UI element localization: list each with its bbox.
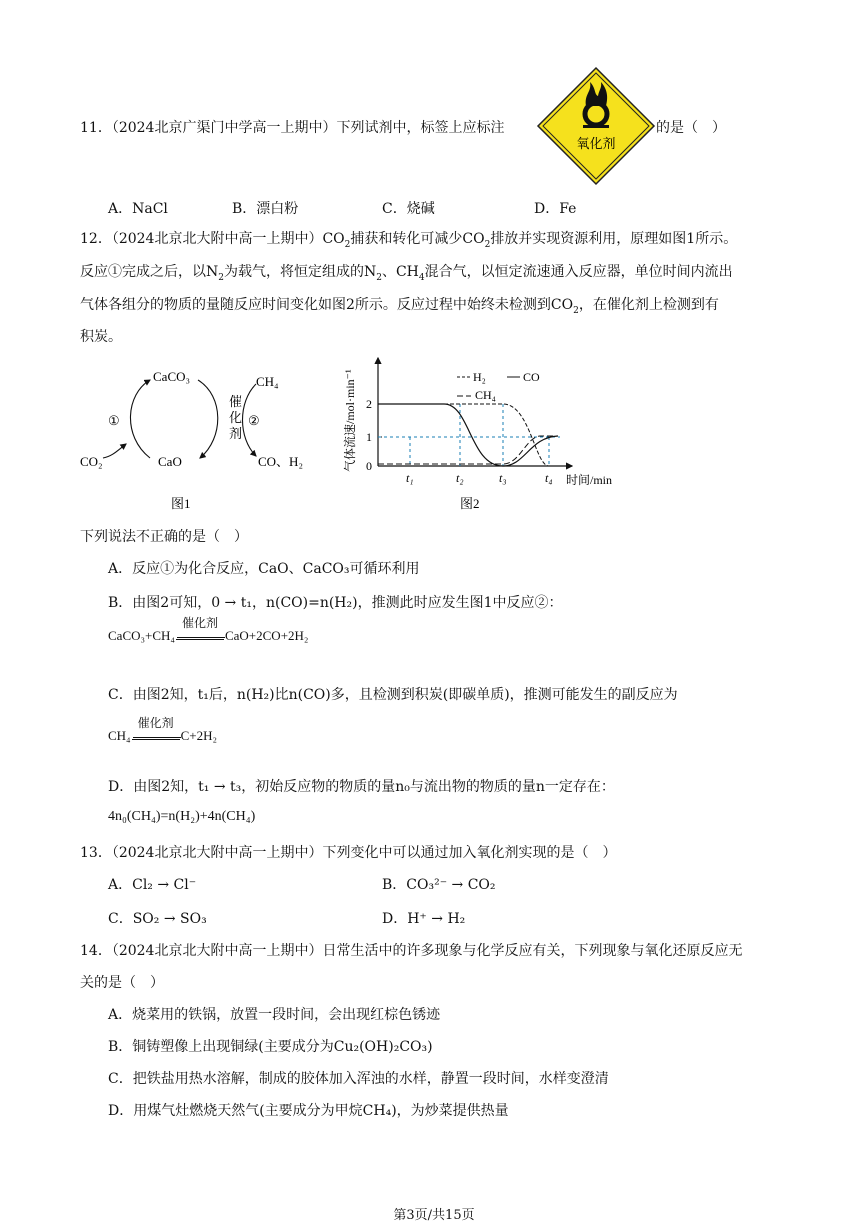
q11-option-c: C．烧碱	[382, 201, 435, 217]
figure-1	[78, 358, 328, 518]
label-text: 氧化剂	[576, 136, 616, 151]
ch4-label: CH₄	[256, 374, 279, 389]
q12-option-d: D．由图2知，t₁ → t₃，初始反应物的物质的量n₀与流出物的物质的量n一定存在：	[108, 779, 615, 795]
q11-option-a: A．NaCl	[108, 201, 168, 217]
q13-option-c: C．SO₂ → SO₃	[108, 911, 207, 927]
legend-ch4: CH₄	[475, 388, 496, 402]
q12-prompt: 下列说法不正确的是（ ）	[80, 529, 248, 545]
q12-option-a: A．反应①为化合反应，CaO、CaCO₃可循环利用	[108, 561, 420, 577]
xtick-t3: t₃	[499, 471, 507, 485]
q13-option-a: A．Cl₂ → Cl⁻	[108, 877, 197, 893]
cao-label: CaO	[158, 454, 182, 469]
q13-option-b: B．CO₃²⁻ → CO₂	[382, 877, 496, 893]
ytick-2: 2	[366, 397, 372, 411]
ytick-1: 1	[366, 430, 372, 444]
q13-stem: 13．（2024北京北大附中高一上期中）下列变化中可以通过加入氧化剂实现的是（ ）	[80, 845, 617, 861]
co2-arrow	[103, 444, 126, 458]
guide-lines	[378, 404, 560, 466]
catalyst-char-2: 化	[229, 410, 243, 425]
figure-2	[340, 352, 630, 520]
caco3-label: CaCO₃	[153, 369, 191, 384]
q12-line1: 12．（2024北京北大附中高一上期中）$CO_2$捕获和转化可减少$CO_2$排放并实现资源利用，原理如图1所示。	[80, 231, 738, 250]
q12-option-c-equation: CH₄ 催化剂 C+2H₂	[108, 716, 218, 743]
q11-stem-end: 的是（ ）	[656, 120, 726, 136]
xtick-t1: t₁	[406, 471, 414, 485]
q14-option-a: A．烧菜用的铁锅，放置一段时间，会出现红棕色锈迹	[108, 1007, 441, 1023]
page-footer: 第3页/共15页	[393, 1208, 475, 1223]
xtick-t4: t₄	[545, 471, 553, 485]
q14-option-c: C．把铁盐用热水溶解，制成的胶体加入浑浊的水样，静置一段时间，水样变澄清	[108, 1071, 609, 1087]
q12-line3: 气体各组分的物质的量随反应时间变化如图2所示。反应过程中始终未检测到$CO_2$，在催化剂上检测到有	[80, 297, 719, 316]
q12-option-d-equation: 4n₀(CH₄)=n(H₂)+4n(CH₄)	[108, 809, 256, 824]
co2-label: CO₂	[80, 454, 103, 469]
q13-option-d: D．H⁺ → H₂	[382, 911, 466, 927]
figure-1-diagram	[78, 358, 328, 518]
q11-option-d: D．Fe	[534, 201, 577, 217]
q11-stem: 11．（2024北京广渠门中学高一上期中）下列试剂中，标签上应标注	[80, 120, 505, 136]
fig2-caption: 图2	[460, 496, 480, 511]
legend-h2: H₂	[473, 370, 486, 384]
q12-option-b-equation: CaCO₃+CH₄ 催化剂 CaO+2CO+2H₂	[108, 616, 309, 643]
catalyst-char-3: 剂	[229, 426, 243, 441]
q11-option-b: B．漂白粉	[232, 201, 299, 217]
legend-co: CO	[523, 370, 540, 384]
reaction-1-label: ①	[108, 413, 120, 428]
arc-right	[198, 380, 218, 458]
reaction-2-label: ②	[248, 413, 260, 428]
ch4-curve	[378, 436, 558, 464]
q12-line4: 积炭。	[80, 329, 122, 345]
q14-option-d: D．用煤气灶燃烧天然气(主要成分为甲烷CH₄)，为炒菜提供热量	[108, 1103, 509, 1119]
fig2-ylabel: 气体流速/mol·min⁻¹	[343, 369, 357, 472]
xtick-t2: t₂	[456, 471, 464, 485]
oxidizer-diamond	[536, 66, 656, 186]
fig2-xlabel: 时间/min	[566, 473, 613, 487]
q12-line2: 反应①完成之后，以$N_2$为载气，将恒定组成的$N_2$、$CH_4$混合气，以恒定流速通入反应器，单位时间内流出	[80, 264, 733, 283]
oxidizer-label-icon	[536, 66, 656, 186]
q12-option-c: C．由图2知，t₁后，n(H₂)比n(CO)多，且检测到积炭(即碳单质)，推测可能发生的副反应为	[108, 687, 678, 703]
co-h2-label: CO、H₂	[258, 454, 303, 469]
fig1-caption: 图1	[171, 496, 191, 511]
ytick-0: 0	[366, 459, 372, 473]
arc-left	[130, 380, 150, 458]
figure-2-chart	[340, 352, 630, 520]
catalyst-char-1: 催	[229, 394, 243, 409]
q14-stem-line2: 关的是（ ）	[80, 975, 164, 991]
q14-stem-line1: 14．（2024北京北大附中高一上期中）日常生活中的许多现象与化学反应有关，下列现象与氧化还原反应无	[80, 943, 743, 959]
q14-option-b: B．铜铸塑像上出现铜绿(主要成分为Cu₂(OH)₂CO₃)	[108, 1039, 433, 1055]
q12-option-b: B．由图2可知，0 → t₁，n(CO)=n(H₂)，推测此时应发生图1中反应②：	[108, 595, 563, 611]
